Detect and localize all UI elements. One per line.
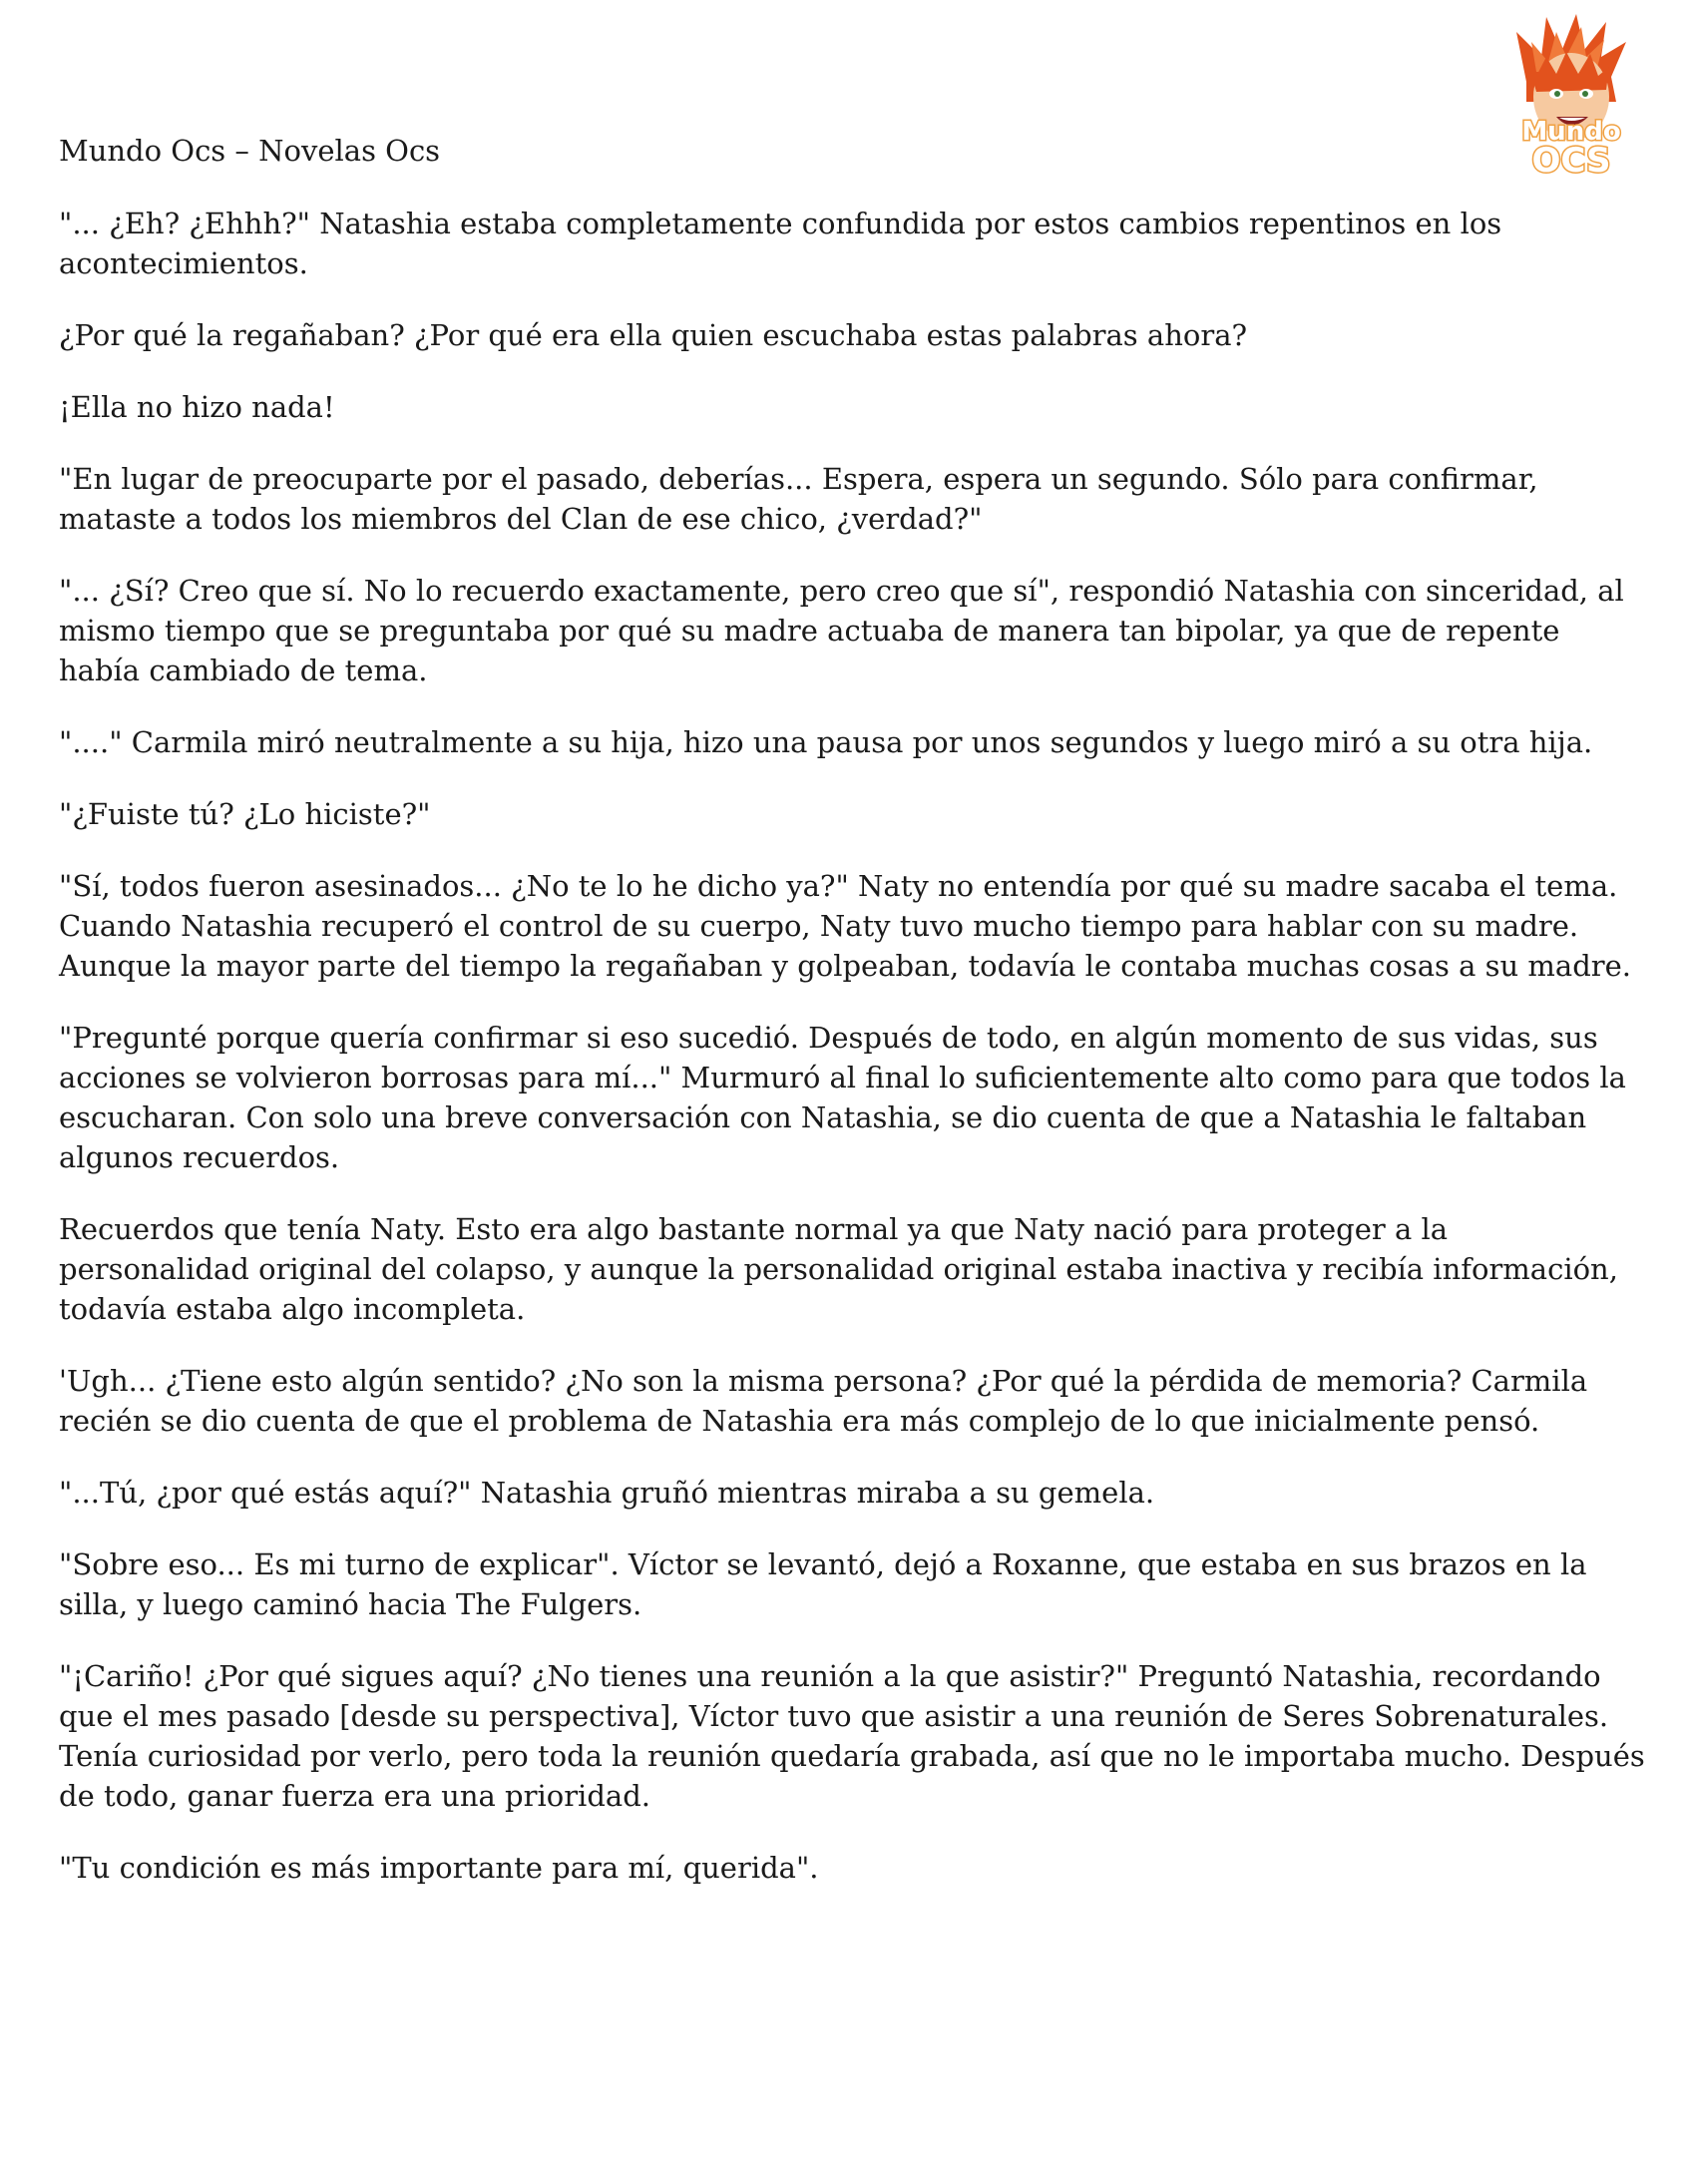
paragraph: "Tu condición es más importante para mí, querida".: [59, 1851, 819, 1885]
svg-text:OCS: OCS: [1531, 141, 1611, 181]
document-body: [59, 204, 1645, 1920]
paragraph: "En lugar de preocuparte por el pasado, deberías... Espera, espera un segundo. Sólo para confirmar, mataste a todos los miembros del Clan de ese chico, ¿verdad?": [59, 462, 1538, 536]
paragraph: "Pregunté porque quería confirmar si eso sucedió. Después de todo, en algún momento de sus vidas, sus acciones se volvieron borrosas para mí..." Murmuró al final lo suficientemente alto como para que todos la escucharan. Con solo una breve conversación con Natashia, se dio cuenta de que a Natashia le faltaban algunos recuerdos.: [59, 1021, 1626, 1174]
paragraph: ¡Ella no hizo nada!: [59, 390, 335, 424]
paragraph: 'Ugh... ¿Tiene esto algún sentido? ¿No son la misma persona? ¿Por qué la pérdida de memoria? Carmila recién se dio cuenta de que el problema de Natashia era más complejo de lo que inicialmente pensó.: [59, 1364, 1588, 1438]
paragraph: "¿Fuiste tú? ¿Lo hiciste?": [59, 797, 431, 831]
mundo-ocs-logo: [1486, 12, 1656, 182]
paragraph: "...Tú, ¿por qué estás aquí?" Natashia gruñó mientras miraba a su gemela.: [59, 1476, 1155, 1510]
paragraph: "...." Carmila miró neutralmente a su hija, hizo una pausa por unos segundos y luego miró a su otra hija.: [59, 725, 1593, 759]
paragraph: "Sobre eso... Es mi turno de explicar". Víctor se levantó, dejó a Roxanne, que estaba en sus brazos en la silla, y luego caminó hacia The Fulgers.: [59, 1547, 1587, 1621]
paragraph: "¡Cariño! ¿Por qué sigues aquí? ¿No tienes una reunión a la que asistir?" Preguntó Natashia, recordando que el mes pasado [desde su perspectiva], Víctor tuvo que asistir a una reunión de Seres Sobrenaturales. Tenía curiosidad por verlo, pero toda la reunión quedaría grabada, así que no le importaba mucho. Después de todo, ganar fuerza era una prioridad.: [59, 1659, 1645, 1813]
paragraph: Recuerdos que tenía Naty. Esto era algo bastante normal ya que Naty nació para proteger a la personalidad original del colapso, y aunque la personalidad original estaba inactiva y recibía información, todavía estaba algo incompleta.: [59, 1212, 1618, 1326]
svg-text:Mundo: Mundo: [1521, 117, 1621, 147]
page-header-title: Mundo Ocs – Novelas Ocs: [59, 134, 441, 168]
paragraph: ¿Por qué la regañaban? ¿Por qué era ella quien escuchaba estas palabras ahora?: [59, 318, 1248, 352]
paragraph: "... ¿Sí? Creo que sí. No lo recuerdo exactamente, pero creo que sí", respondió Natashia con sinceridad, al mismo tiempo que se preguntaba por qué su madre actuaba de manera tan bipolar, ya que de repente había cambiado de tema.: [59, 574, 1624, 687]
paragraph: "Sí, todos fueron asesinados... ¿No te lo he dicho ya?" Naty no entendía por qué su madre sacaba el tema. Cuando Natashia recuperó el control de su cuerpo, Naty tuvo mucho tiempo para hablar con su madre. Aunque la mayor parte del tiempo la regañaban y golpeaban, todavía le contaba muchas cosas a su madre.: [59, 869, 1631, 983]
paragraph: "... ¿Eh? ¿Ehhh?" Natashia estaba completamente confundida por estos cambios repentinos en los acontecimientos.: [59, 207, 1502, 280]
